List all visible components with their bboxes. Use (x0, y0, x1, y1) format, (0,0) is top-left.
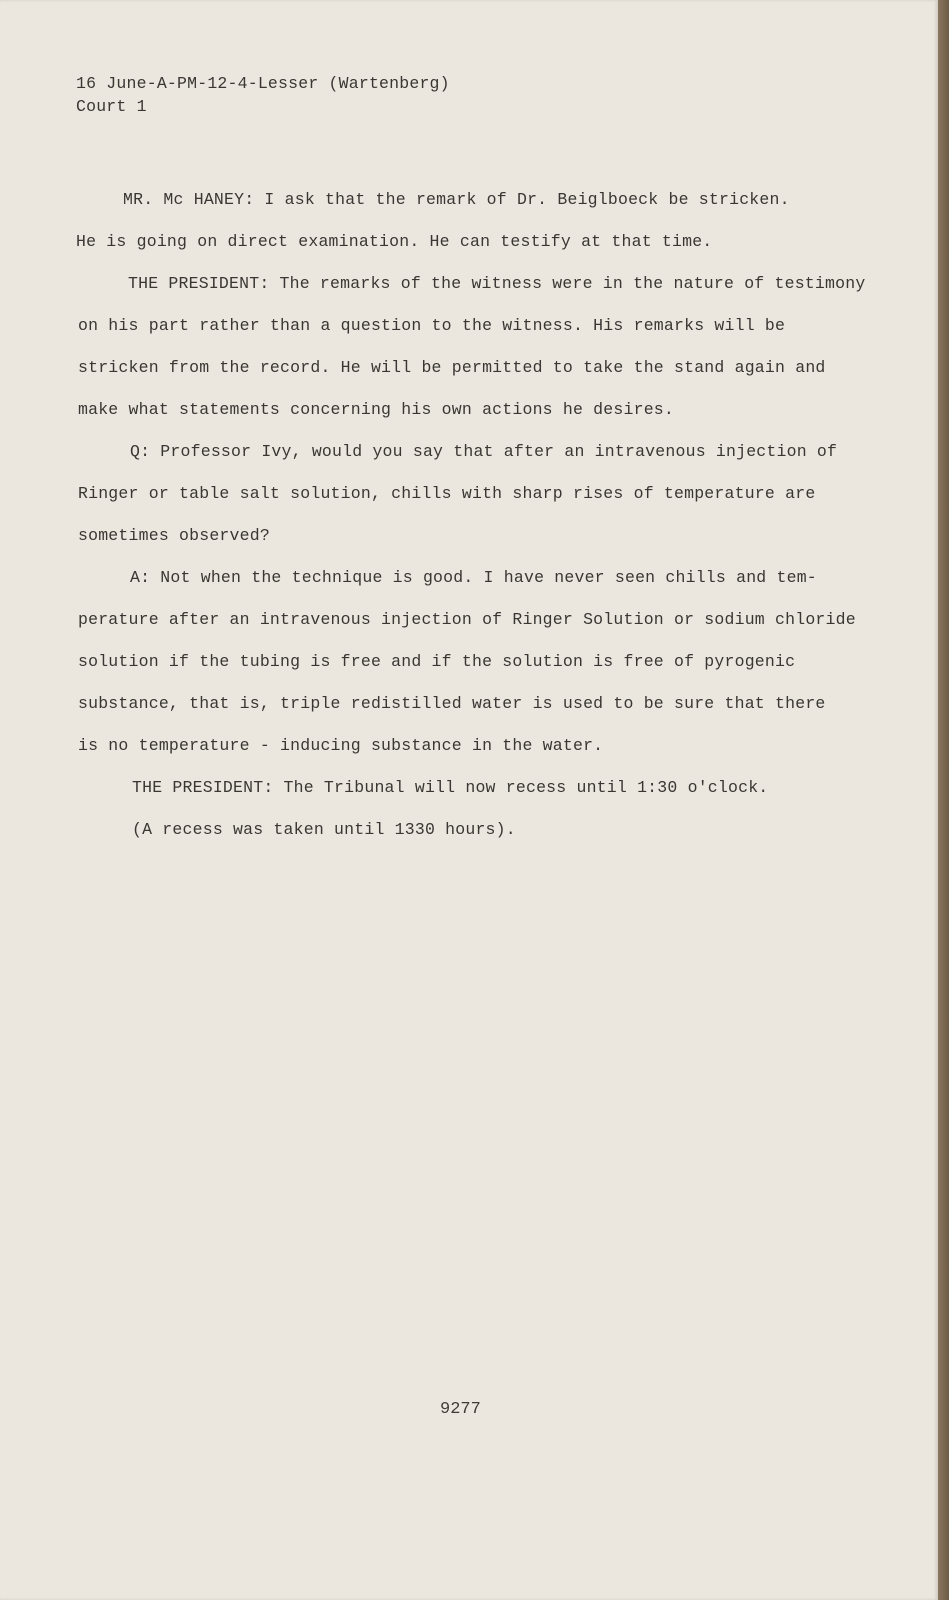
transcript-line: make what statements concerning his own actions he desires. (78, 400, 674, 419)
transcript-line: sometimes observed? (78, 526, 270, 545)
transcript-line: He is going on direct examination. He can testify at that time. (76, 232, 713, 251)
transcript-line: A: Not when the technique is good. I have never seen chills and tem- (130, 568, 817, 587)
transcript-line: THE PRESIDENT: The Tribunal will now recess until 1:30 o'clock. (132, 778, 769, 797)
transcript-line: on his part rather than a question to the witness. His remarks will be (78, 316, 786, 335)
transcript-line: Ringer or table salt solution, chills with sharp rises of temperature are (78, 484, 816, 503)
transcript-line: stricken from the record. He will be permitted to take the stand again and (78, 358, 826, 377)
transcript-line: (A recess was taken until 1330 hours). (132, 820, 516, 839)
transcript-line: THE PRESIDENT: The remarks of the witness were in the nature of testimony (128, 274, 866, 293)
transcript-line: MR. Mc HANEY: I ask that the remark of Dr. Beiglboeck be stricken. (123, 190, 790, 209)
transcript-line: Q: Professor Ivy, would you say that after an intravenous injection of (130, 442, 838, 461)
transcript-line: is no temperature - inducing substance in the water. (78, 736, 604, 755)
page-number: 9277 (440, 1400, 481, 1419)
document-header (0, 72, 938, 118)
page-edge (938, 0, 949, 1600)
transcript-line: solution if the tubing is free and if the solution is free of pyrogenic (78, 652, 796, 671)
header-session-line: 16 June-A-PM-12-4-Lesser (Wartenberg) (76, 74, 450, 93)
header-court-line: Court 1 (76, 97, 147, 116)
transcript-line: perature after an intravenous injection of Ringer Solution or sodium chloride (78, 610, 856, 629)
transcript-line: substance, that is, triple redistilled water is used to be sure that there (78, 694, 826, 713)
